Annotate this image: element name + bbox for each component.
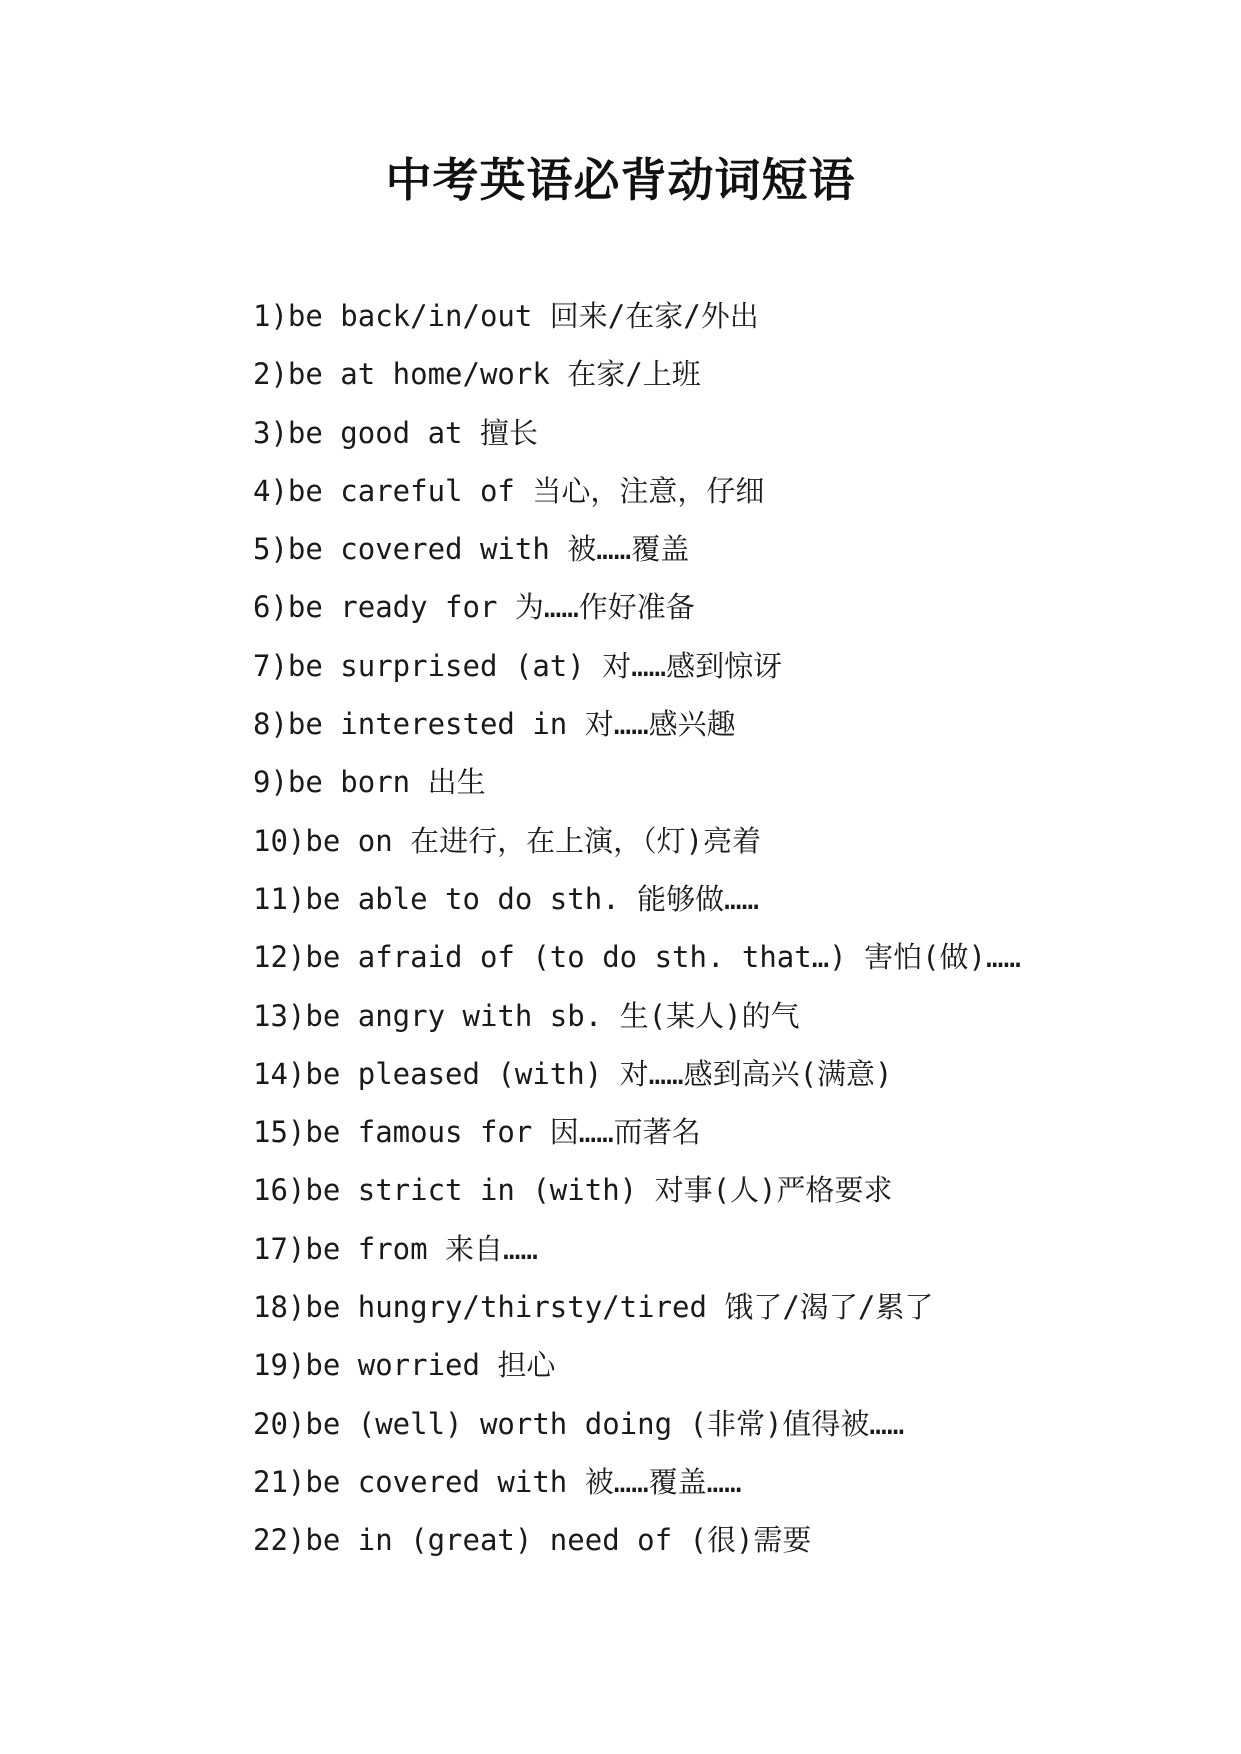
phrase-item-11: 11)be able to do sth. 能够做……	[253, 881, 760, 916]
phrase-item-14: 14)be pleased (with) 对……感到高兴(满意)	[253, 1056, 893, 1091]
phrase-item-15: 15)be famous for 因……而著名	[253, 1115, 701, 1150]
phrase-item-1: 1)be back/in/out 回来/在家/外出	[253, 299, 759, 333]
phrase-item-13: 13)be angry with sb. 生(某人)的气	[253, 998, 800, 1033]
phrase-item-4: 4)be careful of 当心，注意，仔细	[253, 473, 765, 508]
phrase-item-16: 16)be strict in (with) 对事(人)严格要求	[253, 1173, 893, 1208]
phrase-item-19: 19)be worried 担心	[253, 1348, 556, 1383]
phrase-item-20: 20)be (well) worth doing (非常)值得被……	[253, 1406, 905, 1441]
phrase-item-8: 8)be interested in 对……感兴趣	[253, 707, 736, 742]
phrase-list	[253, 287, 1153, 1570]
phrase-item-17: 17)be from 来自……	[253, 1231, 538, 1266]
phrase-item-5: 5)be covered with 被……覆盖	[253, 532, 690, 567]
phrase-item-12: 12)be afraid of (to do sth. that…) 害怕(做)……	[253, 940, 1021, 975]
phrase-item-3: 3)be good at 擅长	[253, 415, 538, 450]
phrase-item-10: 10)be on 在进行，在上演，（灯)亮着	[253, 823, 762, 858]
phrase-item-7: 7)be surprised (at) 对……感到惊讶	[253, 648, 783, 683]
phrase-item-22: 22)be in (great) need of (很)需要	[253, 1523, 812, 1558]
phrase-item-9: 9)be born 出生	[253, 765, 486, 800]
phrase-item-21: 21)be covered with 被……覆盖……	[253, 1464, 742, 1499]
phrase-item-2: 2)be at home/work 在家/上班	[253, 357, 701, 392]
phrase-item-18: 18)be hungry/thirsty/tired 饿了/渴了/累了	[253, 1290, 934, 1325]
phrase-item-6: 6)be ready for 为……作好准备	[253, 590, 695, 625]
page-title: 中考英语必背动词短语	[385, 153, 856, 207]
